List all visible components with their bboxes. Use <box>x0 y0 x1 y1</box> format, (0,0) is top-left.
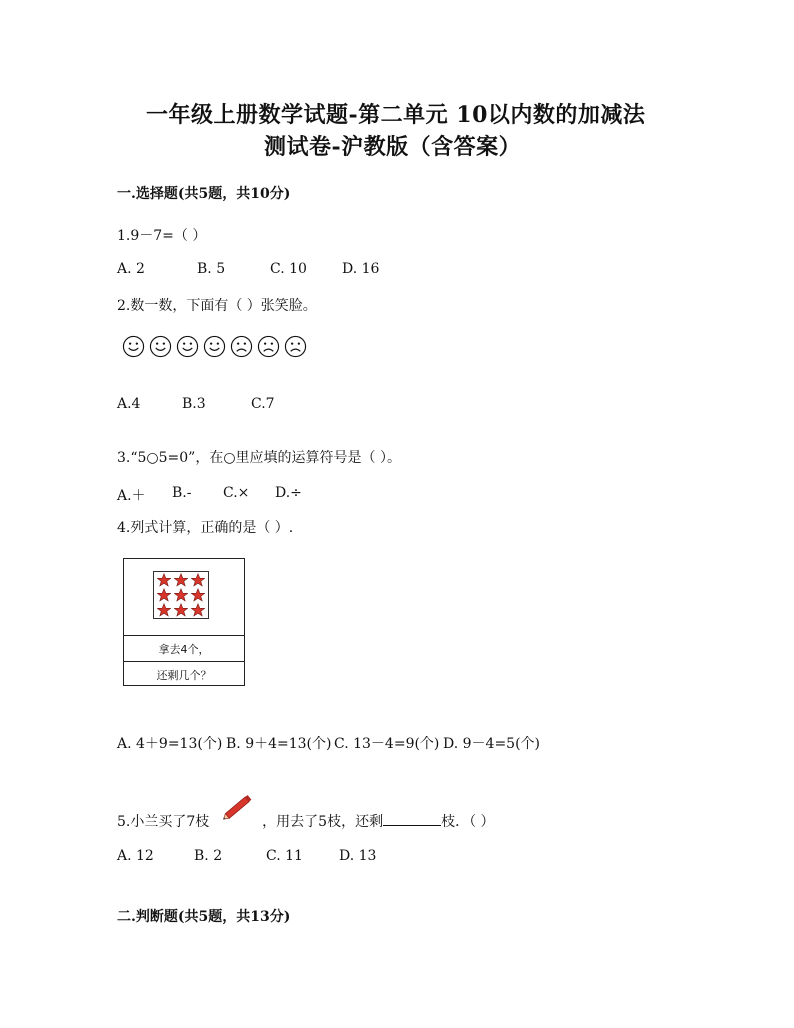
page-title-line2: 测试卷-沪教版（含答案） <box>264 134 522 160</box>
q5-stem-part3: 枝．（ ） <box>441 814 495 830</box>
q5-stem-part1: 5.小兰买了7枝 <box>117 814 210 830</box>
figure-text-take-away: 拿去4个， <box>158 643 210 656</box>
answer-blank <box>383 811 441 826</box>
q4-option-c: C. 13－4=9(个) <box>334 736 440 752</box>
star-icon <box>191 573 205 587</box>
q1-option-c: C. 10 <box>270 261 307 277</box>
question-4-figure <box>123 558 245 686</box>
star-icon <box>157 588 171 602</box>
q5-stem-part2: ，用去了5枝，还剩 <box>262 814 384 830</box>
smiley-face-icon <box>203 335 226 358</box>
frowning-face-icon <box>230 335 253 358</box>
q3-option-b: B.- <box>172 485 192 501</box>
q4-option-b: B. 9＋4=13(个) <box>226 736 332 752</box>
frowning-face-icon <box>284 335 307 358</box>
question-5-stem <box>117 811 495 831</box>
section-heading-judgement: 二.判断题(共5题，共13分) <box>117 909 291 925</box>
section-heading-choice: 一.选择题(共5题，共10分) <box>117 186 291 202</box>
q5-option-a: A. 12 <box>117 848 154 864</box>
smiley-face-icon <box>176 335 199 358</box>
q1-option-d: D. 16 <box>342 261 380 277</box>
stars-frame <box>153 571 209 619</box>
q4-option-a: A. 4＋9=13(个) <box>117 736 223 752</box>
star-icon <box>191 588 205 602</box>
star-icon <box>174 588 188 602</box>
smiley-face-icon <box>122 335 145 358</box>
figure-text-remaining: 还剩几个？ <box>156 669 212 682</box>
q3-option-d: D.÷ <box>275 485 302 501</box>
star-icon <box>174 573 188 587</box>
star-icon <box>191 603 205 617</box>
q5-option-c: C. 11 <box>266 848 303 864</box>
q1-option-b: B. 5 <box>197 261 226 277</box>
q4-option-d: D. 9－4=5(个) <box>443 736 541 752</box>
q5-option-b: B. 2 <box>194 848 223 864</box>
q3-option-c: C.× <box>223 485 250 501</box>
star-icon <box>174 603 188 617</box>
star-icon <box>157 573 171 587</box>
q1-option-a: A. 2 <box>117 261 145 277</box>
q2-option-c: C.7 <box>251 396 275 412</box>
question-2-stem: 2.数一数，下面有（ ）张笑脸。 <box>117 298 317 314</box>
smiley-face-icon <box>149 335 172 358</box>
star-icon <box>157 603 171 617</box>
faces-row <box>122 335 307 358</box>
frowning-face-icon <box>257 335 280 358</box>
q2-option-a: A.4 <box>117 396 141 412</box>
q3-option-a: A.＋ <box>117 488 146 504</box>
q5-option-d: D. 13 <box>339 848 377 864</box>
question-4-stem: 4.列式计算，正确的是（ ）. <box>117 520 294 536</box>
question-3-stem: 3.“5○5=0”，在○里应填的运算符号是（ ）。 <box>117 450 402 466</box>
q2-option-b: B.3 <box>182 396 206 412</box>
pencil-icon <box>219 790 257 824</box>
question-1-stem: 1.9－7=（ ） <box>117 228 207 244</box>
page-title-line1: 一年级上册数学试题-第二单元 10以内数的加减法 <box>146 102 646 128</box>
